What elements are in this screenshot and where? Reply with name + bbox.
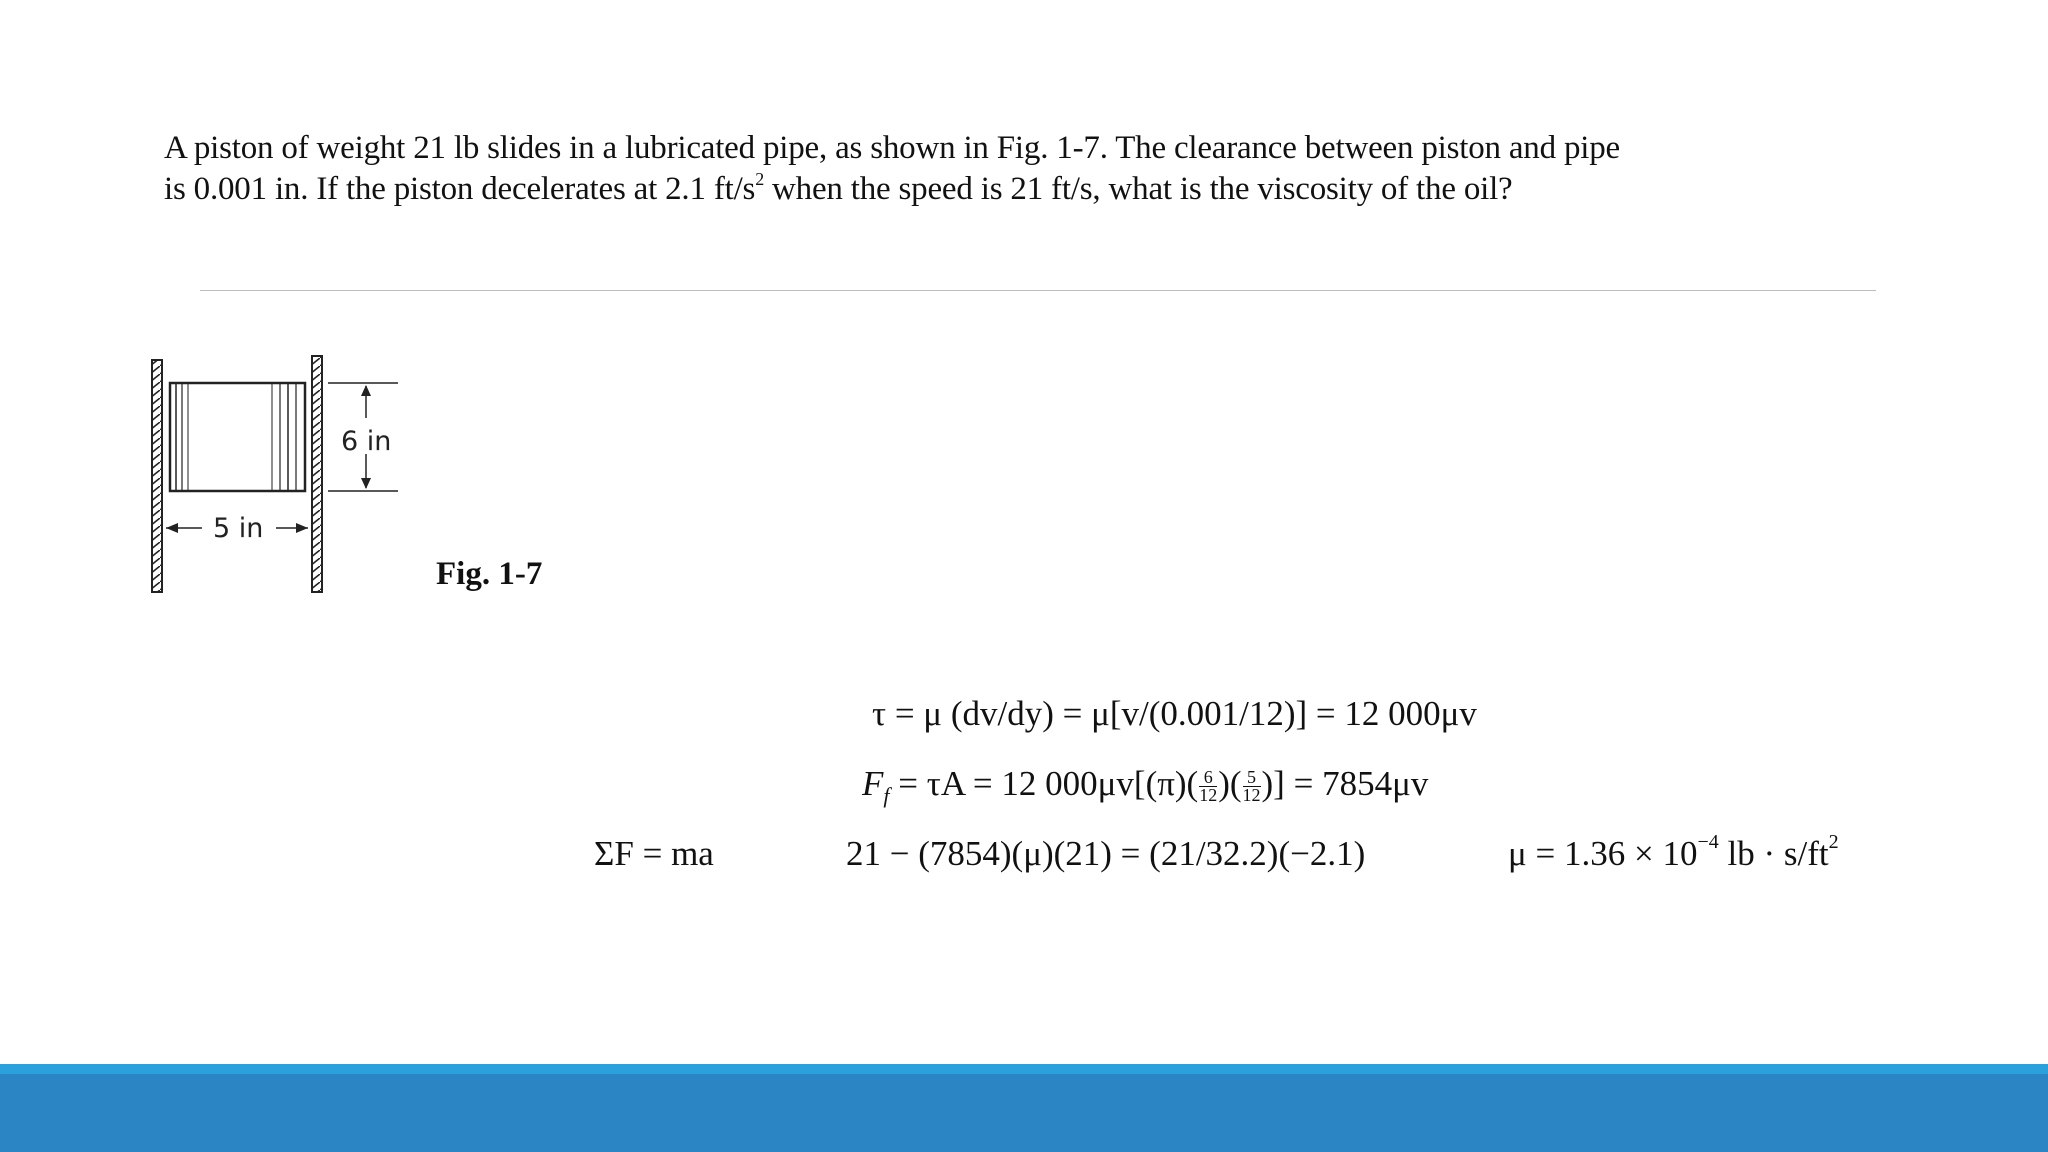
left-pipe-wall [152,360,162,592]
eq2-fraction-2-numerator: 5 [1243,769,1261,787]
result-part-1: μ = 1.36 × 10 [1508,834,1698,873]
problem-line-1: A piston of weight 21 lb slides in a lubricated pipe, as shown in Fig. 1-7. The clearance between piston and pipe [164,130,1620,166]
height-label: 6 in [341,426,392,457]
eq2-force-subscript: f [883,783,890,808]
equation-shear-stress: τ = μ (dv/dy) = μ[v/(0.001/12)] = 12 000μv [872,694,1477,733]
figure-caption: Fig. 1-7 [436,556,543,592]
eq2-part-2: )( [1218,764,1242,803]
problem-line-2-end: when the speed is 21 ft/s, what is the viscosity of the oil? [764,171,1513,207]
eq2-fraction-1 [1199,769,1217,804]
problem-line-2-start: is 0.001 in. If the piston decelerates at 2.1 ft/s [164,171,756,207]
width-label: 5 in [213,513,264,544]
eq2-fraction-2-denominator: 12 [1242,785,1261,806]
eq2-fraction-1-denominator: 12 [1199,785,1218,806]
footer-band [0,1074,2048,1152]
problem-statement [164,128,1804,210]
problem-line-2-exponent: 2 [755,169,764,189]
equation-friction-force [862,762,1428,806]
piston [170,383,305,491]
result-units-exponent: 2 [1828,831,1839,854]
problem-line-2 [164,169,1804,210]
equation-newton-label: ΣF = ma [594,834,714,873]
result-exponent: −4 [1697,831,1719,854]
piston-figure [140,350,440,600]
eq2-fraction-1-numerator: 6 [1199,769,1217,787]
equation-force-balance: 21 − (7854)(μ)(21) = (21/32.2)(−2.1) [846,834,1366,873]
eq2-part-1: = τA = 12 000μv[(π)( [889,764,1199,803]
piston-diagram [140,350,440,600]
result-units: lb · s/ft [1718,834,1829,873]
equation-viscosity-result [1508,832,1839,876]
eq2-force-symbol: F [862,764,884,803]
width-dimension [166,513,308,544]
eq2-fraction-2 [1243,769,1261,804]
right-pipe-wall [312,356,322,592]
footer-accent-line [0,1064,2048,1074]
height-dimension [328,383,398,491]
eq2-part-3: )] = 7854μv [1261,764,1429,803]
divider-line [200,290,1876,291]
